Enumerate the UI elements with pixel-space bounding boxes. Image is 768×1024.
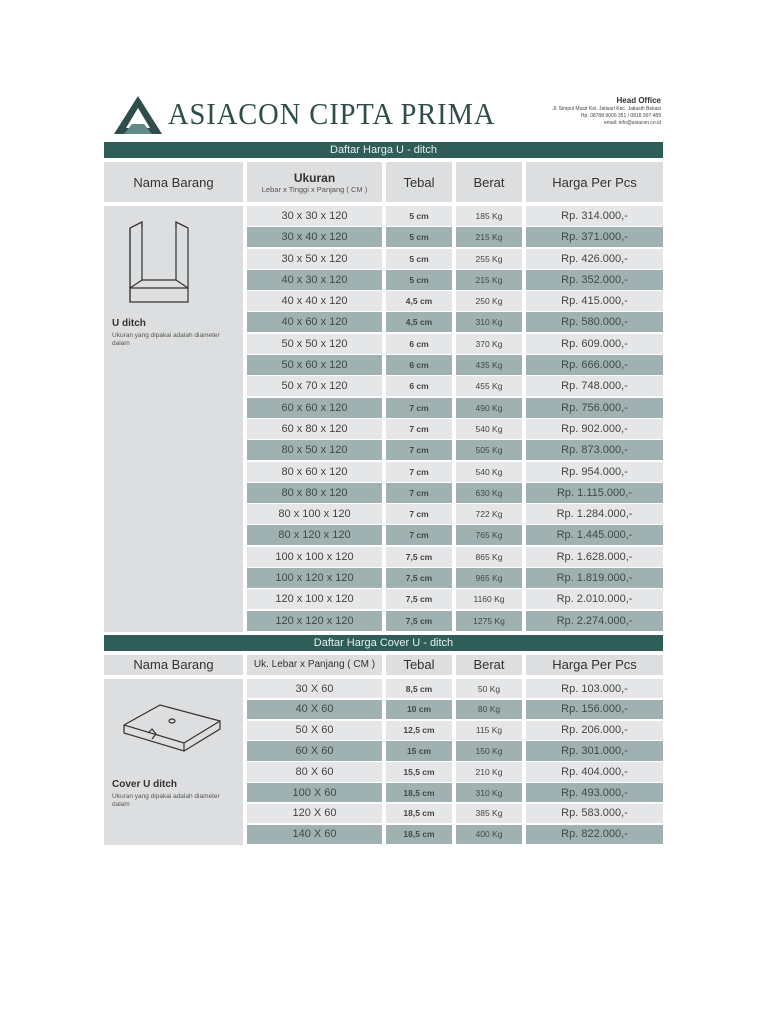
price-cell: Rp. 580.000,- <box>526 312 663 332</box>
thickness-cell: 18,5 cm <box>386 783 452 803</box>
size-cell: 140 X 60 <box>247 825 382 845</box>
table-row <box>247 741 663 761</box>
table-row <box>247 249 663 269</box>
u-ditch-drawing-icon <box>122 218 194 310</box>
header-name: Nama Barang <box>104 162 243 202</box>
table-row <box>247 440 663 460</box>
price-cell: Rp. 822.000,- <box>526 825 663 845</box>
table-row <box>247 206 663 226</box>
size-cell: 40 x 30 x 120 <box>247 270 382 290</box>
price-cell: Rp. 1.115.000,- <box>526 483 663 503</box>
table-row <box>247 398 663 418</box>
size-cell: 40 X 60 <box>247 700 382 720</box>
thickness-cell: 7 cm <box>386 483 452 503</box>
udit-title-bar: Daftar Harga U - ditch <box>104 142 663 158</box>
price-cell: Rp. 873.000,- <box>526 440 663 460</box>
table-row <box>247 334 663 354</box>
thickness-cell: 6 cm <box>386 355 452 375</box>
thickness-cell: 7 cm <box>386 504 452 524</box>
table-row <box>247 504 663 524</box>
cover-product-name: Cover U ditch <box>112 778 178 790</box>
price-cell: Rp. 404.000,- <box>526 762 663 782</box>
table-row <box>247 825 663 845</box>
thickness-cell: 7,5 cm <box>386 568 452 588</box>
thickness-cell: 7,5 cm <box>386 589 452 609</box>
price-cell: Rp. 103.000,- <box>526 679 663 699</box>
header-size-sub: Lebar x Tinggi x Panjang ( CM ) <box>261 184 368 194</box>
thickness-cell: 7 cm <box>386 462 452 482</box>
size-cell: 100 X 60 <box>247 783 382 803</box>
thickness-cell: 15 cm <box>386 741 452 761</box>
price-list-sheet <box>104 86 663 845</box>
udit-section <box>104 206 663 632</box>
header <box>104 86 663 142</box>
thickness-cell: 12,5 cm <box>386 721 452 741</box>
price-cell: Rp. 666.000,- <box>526 355 663 375</box>
table-row <box>247 721 663 741</box>
size-cell: 50 x 50 x 120 <box>247 334 382 354</box>
office-phone: Hp. 08788 9000 351 / 0818 997 489 <box>580 113 661 119</box>
weight-cell: 1160 Kg <box>456 589 522 609</box>
udit-column-headers <box>104 162 663 202</box>
weight-cell: 215 Kg <box>456 227 522 247</box>
size-cell: 80 x 60 x 120 <box>247 462 382 482</box>
size-cell: 100 x 120 x 120 <box>247 568 382 588</box>
price-cell: Rp. 371.000,- <box>526 227 663 247</box>
weight-cell: 115 Kg <box>456 721 522 741</box>
size-cell: 120 x 100 x 120 <box>247 589 382 609</box>
cover-product-panel <box>104 679 243 845</box>
price-cell: Rp. 156.000,- <box>526 700 663 720</box>
table-row <box>247 462 663 482</box>
thickness-cell: 4,5 cm <box>386 291 452 311</box>
thickness-cell: 7,5 cm <box>386 611 452 631</box>
weight-cell: 310 Kg <box>456 783 522 803</box>
price-cell: Rp. 748.000,- <box>526 376 663 396</box>
thickness-cell: 4,5 cm <box>386 312 452 332</box>
size-cell: 60 x 60 x 120 <box>247 398 382 418</box>
table-row <box>247 804 663 824</box>
weight-cell: 765 Kg <box>456 525 522 545</box>
price-cell: Rp. 583.000,- <box>526 804 663 824</box>
weight-cell: 185 Kg <box>456 206 522 226</box>
office-title: Head Office <box>616 96 661 105</box>
size-cell: 60 X 60 <box>247 741 382 761</box>
price-cell: Rp. 1.819.000,- <box>526 568 663 588</box>
price-cell: Rp. 2.274.000,- <box>526 611 663 631</box>
table-row <box>247 270 663 290</box>
price-cell: Rp. 493.000,- <box>526 783 663 803</box>
size-cell: 80 x 100 x 120 <box>247 504 382 524</box>
price-cell: Rp. 902.000,- <box>526 419 663 439</box>
size-cell: 80 x 120 x 120 <box>247 525 382 545</box>
cover-column-headers <box>104 655 663 675</box>
price-cell: Rp. 206.000,- <box>526 721 663 741</box>
price-cell: Rp. 426.000,- <box>526 249 663 269</box>
thickness-cell: 7,5 cm <box>386 547 452 567</box>
thickness-cell: 6 cm <box>386 376 452 396</box>
udit-product-name: U ditch <box>112 318 146 329</box>
udit-product-panel <box>104 206 243 632</box>
weight-cell: 80 Kg <box>456 700 522 720</box>
size-cell: 40 x 40 x 120 <box>247 291 382 311</box>
size-cell: 30 x 50 x 120 <box>247 249 382 269</box>
head-office-info <box>552 95 661 127</box>
table-row <box>247 547 663 567</box>
price-cell: Rp. 609.000,- <box>526 334 663 354</box>
cover-title-bar: Daftar Harga Cover U - ditch <box>104 635 663 651</box>
table-row <box>247 679 663 699</box>
udit-product-desc: Ukuran yang dipakai adalah diameter dalam <box>112 332 220 347</box>
header-weight: Berat <box>456 655 522 675</box>
cover-section <box>104 679 663 845</box>
thickness-cell: 15,5 cm <box>386 762 452 782</box>
weight-cell: 370 Kg <box>456 334 522 354</box>
size-cell: 30 x 30 x 120 <box>247 206 382 226</box>
thickness-cell: 18,5 cm <box>386 825 452 845</box>
header-thickness: Tebal <box>386 655 452 675</box>
weight-cell: 540 Kg <box>456 462 522 482</box>
thickness-cell: 8,5 cm <box>386 679 452 699</box>
size-cell: 30 x 40 x 120 <box>247 227 382 247</box>
weight-cell: 540 Kg <box>456 419 522 439</box>
header-weight: Berat <box>456 162 522 202</box>
size-cell: 80 x 50 x 120 <box>247 440 382 460</box>
weight-cell: 250 Kg <box>456 291 522 311</box>
weight-cell: 490 Kg <box>456 398 522 418</box>
weight-cell: 310 Kg <box>456 312 522 332</box>
header-price: Harga Per Pcs <box>526 162 663 202</box>
size-cell: 80 X 60 <box>247 762 382 782</box>
size-cell: 120 X 60 <box>247 804 382 824</box>
weight-cell: 215 Kg <box>456 270 522 290</box>
table-row <box>247 611 663 631</box>
table-row <box>247 762 663 782</box>
header-size-title: Ukuran <box>293 170 336 185</box>
price-cell: Rp. 1.628.000,- <box>526 547 663 567</box>
thickness-cell: 7 cm <box>386 440 452 460</box>
header-thickness: Tebal <box>386 162 452 202</box>
table-row <box>247 355 663 375</box>
thickness-cell: 10 cm <box>386 700 452 720</box>
table-row <box>247 568 663 588</box>
price-cell: Rp. 352.000,- <box>526 270 663 290</box>
thickness-cell: 5 cm <box>386 227 452 247</box>
size-cell: 50 x 70 x 120 <box>247 376 382 396</box>
weight-cell: 865 Kg <box>456 547 522 567</box>
thickness-cell: 7 cm <box>386 525 452 545</box>
weight-cell: 255 Kg <box>456 249 522 269</box>
header-name: Nama Barang <box>104 655 243 675</box>
company-name: ASIACON CIPTA PRIMA <box>168 96 496 131</box>
thickness-cell: 6 cm <box>386 334 452 354</box>
weight-cell: 722 Kg <box>456 504 522 524</box>
thickness-cell: 5 cm <box>386 206 452 226</box>
table-row <box>247 525 663 545</box>
udit-rows <box>247 206 663 632</box>
price-cell: Rp. 2.010.000,- <box>526 589 663 609</box>
thickness-cell: 7 cm <box>386 419 452 439</box>
cover-product-desc: Ukuran yang dipakai adalah diameter dalam <box>112 792 220 808</box>
price-cell: Rp. 415.000,- <box>526 291 663 311</box>
size-cell: 120 x 120 x 120 <box>247 611 382 631</box>
thickness-cell: 7 cm <box>386 398 452 418</box>
table-row <box>247 589 663 609</box>
cover-u-ditch-drawing-icon <box>120 699 224 759</box>
size-cell: 30 X 60 <box>247 679 382 699</box>
table-row <box>247 312 663 332</box>
header-size <box>247 162 382 202</box>
weight-cell: 150 Kg <box>456 741 522 761</box>
weight-cell: 210 Kg <box>456 762 522 782</box>
size-cell: 50 X 60 <box>247 721 382 741</box>
weight-cell: 50 Kg <box>456 679 522 699</box>
table-row <box>247 483 663 503</box>
price-cell: Rp. 756.000,- <box>526 398 663 418</box>
office-email: email: info@asiacon.co.id <box>603 120 661 126</box>
table-row <box>247 291 663 311</box>
weight-cell: 630 Kg <box>456 483 522 503</box>
weight-cell: 1275 Kg <box>456 611 522 631</box>
company-logo-icon <box>112 94 164 136</box>
thickness-cell: 5 cm <box>386 249 452 269</box>
table-row <box>247 419 663 439</box>
weight-cell: 455 Kg <box>456 376 522 396</box>
table-row <box>247 783 663 803</box>
price-cell: Rp. 314.000,- <box>526 206 663 226</box>
weight-cell: 965 Kg <box>456 568 522 588</box>
office-address: Jl. Simpul Musir Kel. Jatisari Kec. Jatiasih Bekasi <box>552 106 661 112</box>
weight-cell: 385 Kg <box>456 804 522 824</box>
thickness-cell: 18,5 cm <box>386 804 452 824</box>
price-cell: Rp. 301.000,- <box>526 741 663 761</box>
price-cell: Rp. 1.445.000,- <box>526 525 663 545</box>
size-cell: 50 x 60 x 120 <box>247 355 382 375</box>
table-row <box>247 700 663 720</box>
weight-cell: 435 Kg <box>456 355 522 375</box>
size-cell: 100 x 100 x 120 <box>247 547 382 567</box>
cover-rows <box>247 679 663 845</box>
weight-cell: 400 Kg <box>456 825 522 845</box>
weight-cell: 505 Kg <box>456 440 522 460</box>
table-row <box>247 376 663 396</box>
price-cell: Rp. 1.284.000,- <box>526 504 663 524</box>
header-size: Uk. Lebar x Panjang ( CM ) <box>247 655 382 675</box>
price-cell: Rp. 954.000,- <box>526 462 663 482</box>
thickness-cell: 5 cm <box>386 270 452 290</box>
table-row <box>247 227 663 247</box>
size-cell: 80 x 80 x 120 <box>247 483 382 503</box>
size-cell: 40 x 60 x 120 <box>247 312 382 332</box>
header-price: Harga Per Pcs <box>526 655 663 675</box>
size-cell: 60 x 80 x 120 <box>247 419 382 439</box>
